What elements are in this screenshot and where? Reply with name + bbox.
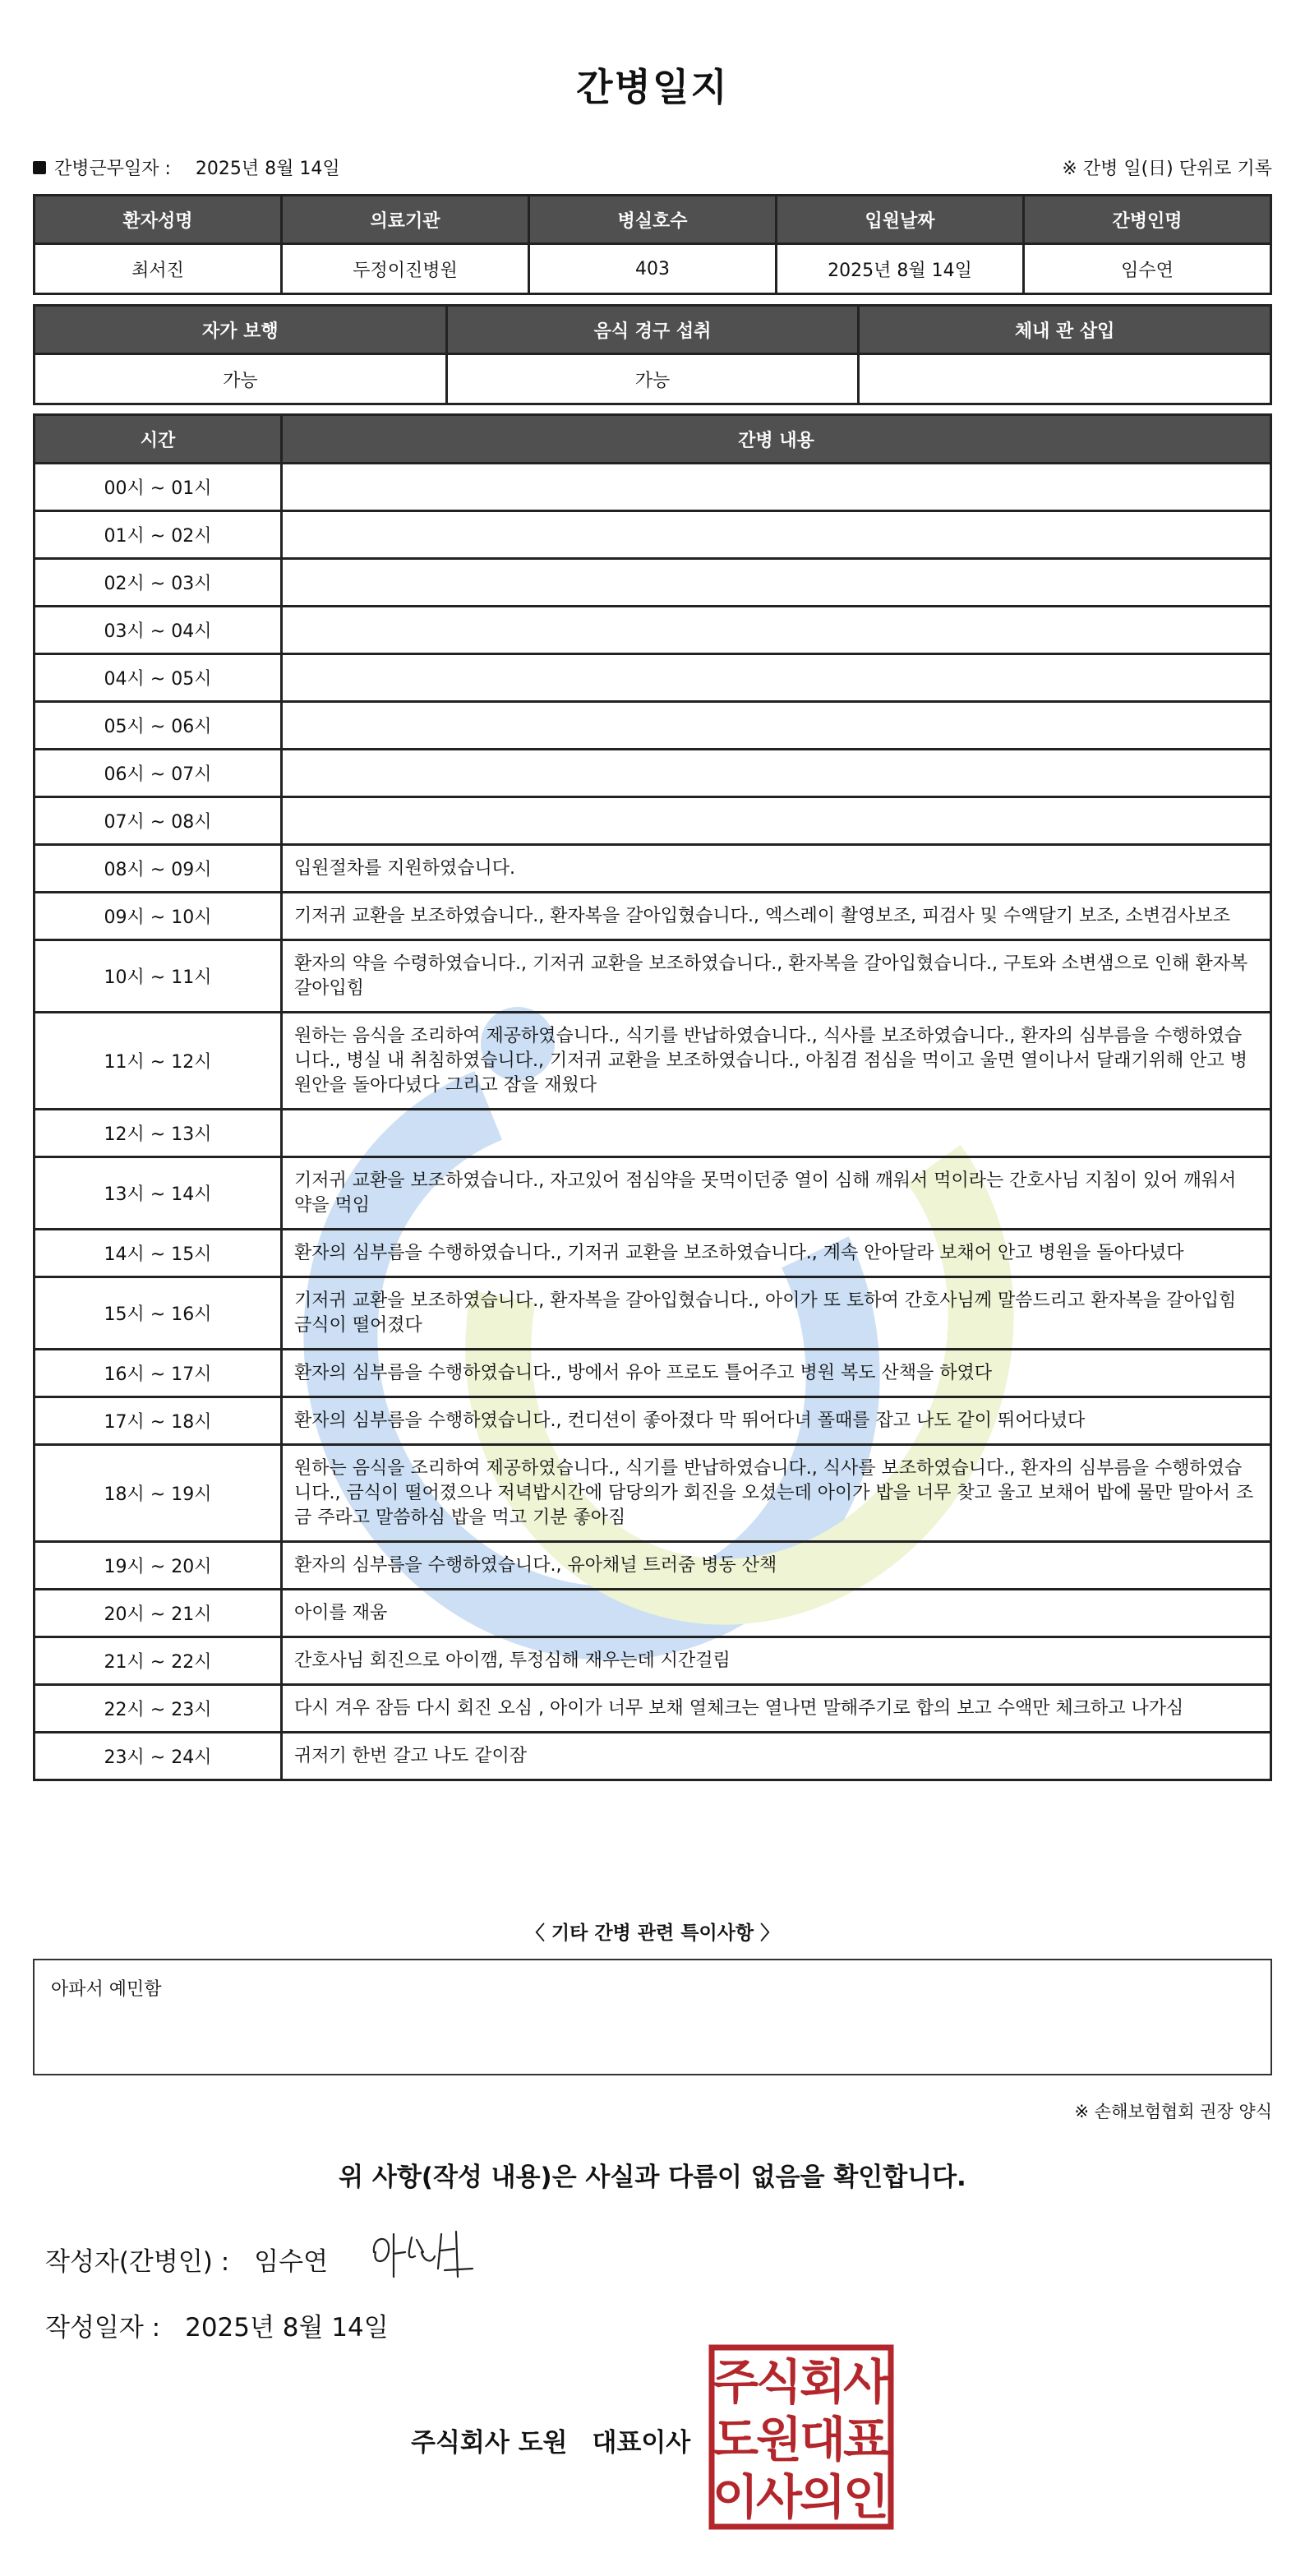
care-content-cell	[282, 607, 1271, 654]
patient-name: 최서진	[35, 244, 282, 294]
seal-character: 원	[755, 2412, 803, 2468]
table-row	[35, 702, 1271, 750]
care-content-cell: 아이를 재움	[282, 1590, 1271, 1637]
table-row	[35, 940, 1271, 1013]
header-caregiver: 간병인명	[1024, 196, 1271, 244]
care-content-cell: 환자의 심부름을 수행하였습니다., 방에서 유아 프로도 틀어주고 병원 복도 산책을 하였다	[282, 1350, 1271, 1397]
work-date-value: 2025년 8월 14일	[195, 159, 340, 179]
table-row	[35, 511, 1271, 559]
special-notes-content: 아파서 예민함	[51, 1979, 162, 2000]
care-content-cell	[282, 702, 1271, 750]
table-row	[35, 1110, 1271, 1157]
special-notes-box	[33, 1959, 1272, 2075]
time-slot: 02시 ~ 03시	[35, 559, 282, 607]
company-name: 주식회사 도원	[411, 2428, 568, 2458]
room-number: 403	[529, 244, 777, 294]
time-slot: 00시 ~ 01시	[35, 464, 282, 511]
writer-name: 임수연	[254, 2247, 329, 2277]
care-content-cell	[282, 654, 1271, 702]
table-row	[35, 244, 1271, 294]
header-tube-insertion: 체내 관 삽입	[859, 306, 1271, 354]
seal-character: 인	[842, 2469, 890, 2525]
work-date-label: 간병근무일자 :	[54, 159, 171, 179]
table-row	[35, 1397, 1271, 1445]
square-bullet-icon	[33, 161, 46, 174]
time-slot: 05시 ~ 06시	[35, 702, 282, 750]
table-row	[35, 1637, 1271, 1685]
time-slot: 12시 ~ 13시	[35, 1110, 282, 1157]
admission-date: 2025년 8월 14일	[777, 244, 1024, 294]
table-row	[35, 464, 1271, 511]
write-date-value: 2025년 8월 14일	[185, 2313, 389, 2343]
time-slot: 18시 ~ 19시	[35, 1445, 282, 1542]
time-slot: 13시 ~ 14시	[35, 1157, 282, 1230]
meta-row	[33, 155, 1272, 182]
work-date	[33, 155, 340, 180]
care-content-cell: 간호사님 회진으로 아이깸, 투정심해 재우는데 시간걸림	[282, 1637, 1271, 1685]
seal-character: 사	[842, 2354, 890, 2410]
table-row	[35, 1157, 1271, 1230]
table-row	[35, 1350, 1271, 1397]
header-room: 병실호수	[529, 196, 777, 244]
header-admission-date: 입원날짜	[777, 196, 1024, 244]
patient-status-table	[33, 304, 1272, 405]
write-date-label: 작성일자 :	[45, 2313, 161, 2343]
seal-character: 대	[799, 2412, 846, 2468]
table-row	[35, 559, 1271, 607]
care-content-cell: 원하는 음식을 조리하여 제공하였습니다., 식기를 반납하였습니다., 식사를 보조하였습니다., 환자의 심부름을 수행하였습니다., 병실 내 취침하였습니다., 기저귀 교환을 보조하였습니다., 아침겸 점심을 먹이고 울면 열이나서 달래기위해 안고 병원안을 돌아다녔다 그리고 잠을 재웠다	[282, 1013, 1271, 1110]
care-content-cell: 기저귀 교환을 보조하였습니다., 환자복을 갈아입혔습니다., 아이가 또 토하여 간호사님께 말씀드리고 환자복을 갈아입힘 금식이 떨어졌다	[282, 1277, 1271, 1350]
care-content-cell: 원하는 음식을 조리하여 제공하였습니다., 식기를 반납하였습니다., 식사를 보조하였습니다., 환자의 심부름을 수행하였습니다., 금식이 떨어졌으나 저녁밥시간에 담당의가 회진을 오셨는데 아이가 밥을 너무 찾고 울고 보채어 밥에 물만 말아서 조금 주라고 말씀하심 밥을 먹고 기분 좋아짐	[282, 1445, 1271, 1542]
time-slot: 09시 ~ 10시	[35, 893, 282, 940]
seal-character: 회	[799, 2354, 846, 2410]
time-slot: 11시 ~ 12시	[35, 1013, 282, 1110]
time-slot: 17시 ~ 18시	[35, 1397, 282, 1445]
time-slot: 19시 ~ 20시	[35, 1542, 282, 1590]
company-seal-stamp	[708, 2344, 894, 2530]
time-slot: 06시 ~ 07시	[35, 750, 282, 797]
header-oral-intake: 음식 경구 섭취	[446, 306, 859, 354]
write-date-line	[45, 2306, 389, 2343]
oral-intake-value: 가능	[446, 354, 859, 404]
table-row	[35, 1590, 1271, 1637]
table-row	[35, 893, 1271, 940]
form-source-note: ※ 손해보험협회 권장 양식	[1074, 2102, 1272, 2121]
care-content-cell: 기저귀 교환을 보조하였습니다., 환자복을 갈아입혔습니다., 엑스레이 촬영보조, 피검사 및 수액달기 보조, 소변검사보조	[282, 893, 1271, 940]
table-row	[35, 1685, 1271, 1733]
header-hospital: 의료기관	[282, 196, 529, 244]
seal-character: 이	[712, 2469, 759, 2525]
care-content-cell	[282, 464, 1271, 511]
tube-insertion-value	[859, 354, 1271, 404]
company-signature-line	[411, 2421, 690, 2458]
table-header-row	[35, 415, 1271, 464]
company-role: 대표이사	[592, 2428, 691, 2458]
time-slot: 03시 ~ 04시	[35, 607, 282, 654]
handwritten-signature	[366, 2219, 489, 2285]
table-row	[35, 797, 1271, 845]
seal-character: 의	[799, 2469, 846, 2525]
care-content-cell: 환자의 심부름을 수행하였습니다., 기저귀 교환을 보조하였습니다., 계속 안아달라 보채어 안고 병원을 돌아다녔다	[282, 1230, 1271, 1277]
care-content-cell: 다시 겨우 잠듬 다시 회진 오심 , 아이가 너무 보채 열체크는 열나면 말해주기로 합의 보고 수액만 체크하고 나가심	[282, 1685, 1271, 1733]
writer-label: 작성자(간병인) :	[45, 2247, 230, 2277]
time-slot: 22시 ~ 23시	[35, 1685, 282, 1733]
header-care-content: 간병 내용	[282, 415, 1271, 464]
time-slot: 10시 ~ 11시	[35, 940, 282, 1013]
time-slot: 23시 ~ 24시	[35, 1733, 282, 1780]
care-content-cell	[282, 559, 1271, 607]
time-slot: 20시 ~ 21시	[35, 1590, 282, 1637]
caregiver-name: 임수연	[1024, 244, 1271, 294]
seal-character: 사	[755, 2469, 803, 2525]
unit-note: ※ 간병 일(日) 단위로 기록	[1062, 159, 1272, 179]
document-title: 간병일지	[576, 65, 729, 109]
table-row	[35, 1733, 1271, 1780]
seal-character: 표	[842, 2412, 890, 2468]
table-row	[35, 1230, 1271, 1277]
care-content-cell: 환자의 심부름을 수행하였습니다., 유아채널 트러줌 병동 산책	[282, 1542, 1271, 1590]
header-self-walking: 자가 보행	[35, 306, 447, 354]
care-content-cell: 환자의 약을 수령하였습니다., 기저귀 교환을 보조하였습니다., 환자복을 갈아입혔습니다., 구토와 소변샘으로 인해 환자복 갈아입힘	[282, 940, 1271, 1013]
care-content-cell: 기저귀 교환을 보조하였습니다., 자고있어 점심약을 못먹이던중 열이 심해 깨워서 먹이라는 간호사님 지침이 있어 깨워서 약을 먹임	[282, 1157, 1271, 1230]
time-slot: 08시 ~ 09시	[35, 845, 282, 893]
confirmation-statement: 위 사항(작성 내용)은 사실과 다름이 없음을 확인합니다.	[339, 2163, 966, 2192]
table-header-row	[35, 306, 1271, 354]
care-content-cell	[282, 750, 1271, 797]
seal-character: 식	[755, 2354, 803, 2410]
care-content-cell: 입원절차를 지원하였습니다.	[282, 845, 1271, 893]
table-row	[35, 1013, 1271, 1110]
care-content-cell	[282, 797, 1271, 845]
table-row	[35, 654, 1271, 702]
table-header-row	[35, 196, 1271, 244]
seal-character: 주	[712, 2354, 759, 2410]
time-slot: 16시 ~ 17시	[35, 1350, 282, 1397]
self-walking-value: 가능	[35, 354, 447, 404]
time-slot: 21시 ~ 22시	[35, 1637, 282, 1685]
care-content-cell: 귀저기 한번 갈고 나도 같이잠	[282, 1733, 1271, 1780]
table-row	[35, 1445, 1271, 1542]
table-row	[35, 845, 1271, 893]
time-slot: 01시 ~ 02시	[35, 511, 282, 559]
hospital-name: 두정이진병원	[282, 244, 529, 294]
care-content-cell	[282, 1110, 1271, 1157]
care-content-table	[33, 413, 1272, 1781]
table-row	[35, 1542, 1271, 1590]
seal-character: 도	[712, 2412, 759, 2468]
table-row	[35, 1277, 1271, 1350]
table-row	[35, 750, 1271, 797]
time-slot: 15시 ~ 16시	[35, 1277, 282, 1350]
special-notes-title: 〈 기타 간병 관련 특이사항 〉	[525, 1923, 780, 1944]
writer-line	[45, 2241, 328, 2278]
time-slot: 07시 ~ 08시	[35, 797, 282, 845]
table-row	[35, 354, 1271, 404]
care-content-cell	[282, 511, 1271, 559]
header-time: 시간	[35, 415, 282, 464]
patient-info-table	[33, 194, 1272, 295]
care-content-cell: 환자의 심부름을 수행하였습니다., 컨디션이 좋아졌다 막 뛰어다녀 폴때를 잡고 나도 같이 뛰어다녔다	[282, 1397, 1271, 1445]
header-patient-name: 환자성명	[35, 196, 282, 244]
table-row	[35, 607, 1271, 654]
time-slot: 14시 ~ 15시	[35, 1230, 282, 1277]
time-slot: 04시 ~ 05시	[35, 654, 282, 702]
